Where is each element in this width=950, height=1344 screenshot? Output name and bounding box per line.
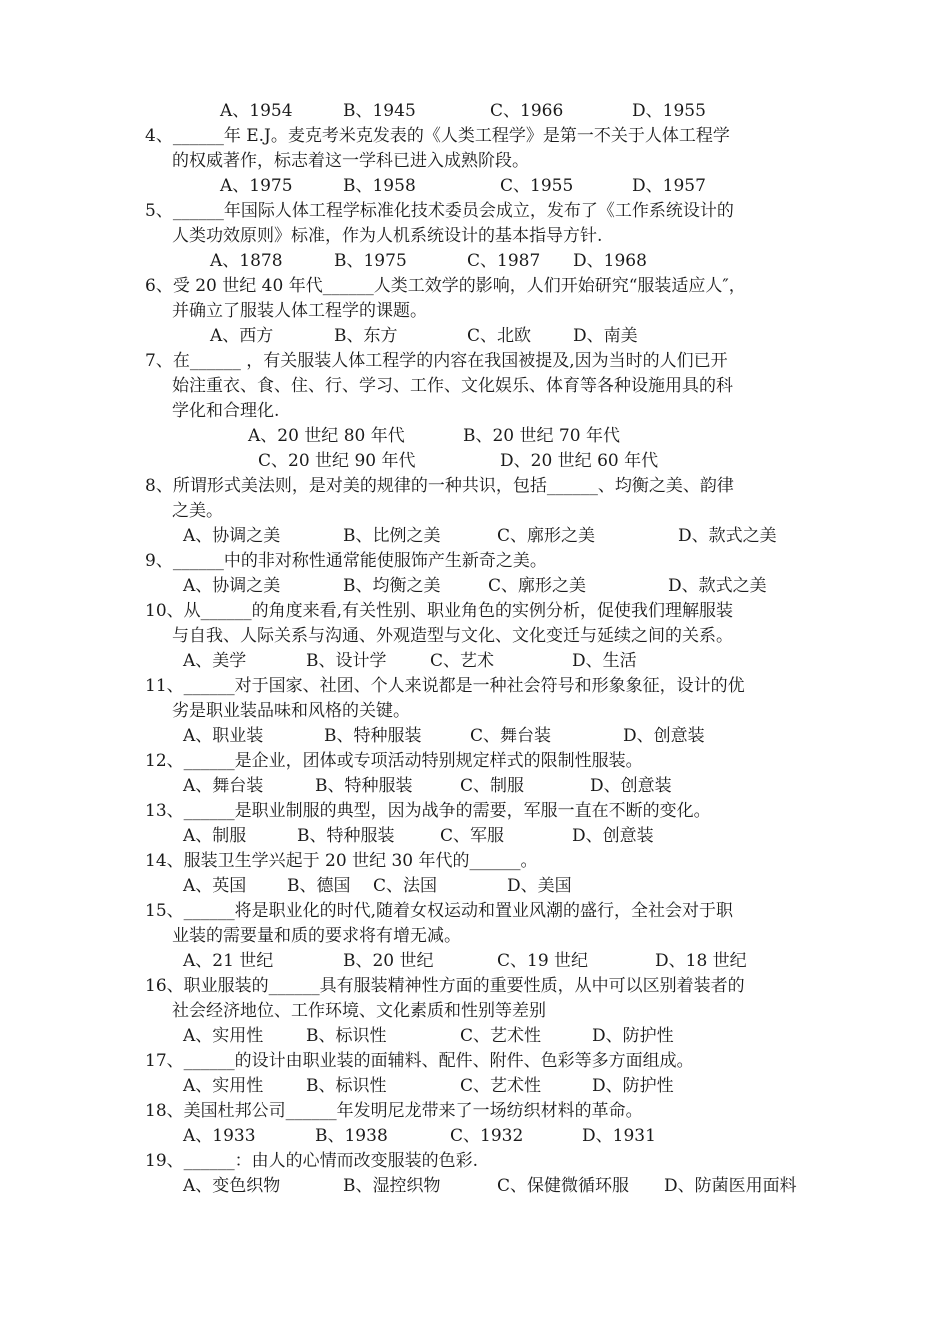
q4-text-line1: 4、______年 E.J。麦克考米克发表的《人类工程学》是第一不关于人体工程学 — [145, 126, 730, 146]
q9-option-b: B、均衡之美 — [343, 576, 441, 596]
q11-option-a: A、职业装 — [183, 726, 264, 746]
q18-text-line1: 18、美国杜邦公司______年发明尼龙带来了一场纺织材料的革命。 — [145, 1101, 643, 1121]
q6-option-b: B、东方 — [334, 326, 398, 346]
q15-option-d: D、18 世纪 — [655, 951, 747, 971]
q9-option-c: C、廓形之美 — [488, 576, 587, 596]
q6-option-a: A、西方 — [210, 326, 274, 346]
q7-text-line2: 始注重衣、食、住、行、学习、工作、文化娱乐、体育等各种设施用具的科 — [172, 376, 733, 396]
q10-text-line2: 与自我、人际关系与沟通、外观造型与文化、文化变迁与延续之间的关系。 — [172, 626, 733, 646]
q7-option-a: A、20 世纪 80 年代 — [248, 426, 405, 446]
q5-option-b: B、1975 — [334, 251, 407, 271]
q7-option-c: C、20 世纪 90 年代 — [258, 451, 416, 471]
q16-option-d: D、防护性 — [592, 1026, 674, 1046]
q10-option-c: C、艺术 — [430, 651, 495, 671]
q19-option-c: C、保健微循环服 — [497, 1176, 630, 1196]
q17-option-c: C、艺术性 — [460, 1076, 542, 1096]
q16-option-a: A、实用性 — [183, 1026, 264, 1046]
q14-option-b: B、德国 — [287, 876, 351, 896]
q3-option-a: A、1954 — [220, 101, 293, 121]
q6-option-c: C、北欧 — [467, 326, 532, 346]
q14-option-c: C、法国 — [373, 876, 438, 896]
q7-option-b: B、20 世纪 70 年代 — [463, 426, 620, 446]
q3-option-c: C、1966 — [490, 101, 564, 121]
q11-text-line1: 11、______对于国家、社团、个人来说都是一种社会符号和形象象征，设计的优 — [145, 676, 745, 696]
q14-option-d: D、美国 — [507, 876, 572, 896]
q5-option-a: A、1878 — [210, 251, 283, 271]
q8-text-line1: 8、所谓形式美法则，是对美的规律的一种共识，包括______、均衡之美、韵律 — [145, 476, 734, 496]
q4-option-a: A、1975 — [220, 176, 293, 196]
q15-option-b: B、20 世纪 — [343, 951, 434, 971]
q5-option-c: C、1987 — [467, 251, 541, 271]
q5-option-d: D、1968 — [573, 251, 647, 271]
q12-option-a: A、舞台装 — [183, 776, 264, 796]
q12-option-c: C、制服 — [460, 776, 525, 796]
q6-option-d: D、南美 — [573, 326, 638, 346]
q10-option-b: B、设计学 — [306, 651, 387, 671]
q9-option-a: A、协调之美 — [183, 576, 281, 596]
q7-text-line3: 学化和合理化. — [172, 401, 280, 421]
q19-option-b: B、湿控织物 — [343, 1176, 441, 1196]
q14-option-a: A、英国 — [183, 876, 247, 896]
q11-option-b: B、特种服装 — [324, 726, 422, 746]
q12-option-b: B、特种服装 — [315, 776, 413, 796]
q7-option-d: D、20 世纪 60 年代 — [500, 451, 659, 471]
q16-text-line1: 16、职业服装的______具有服装精神性方面的重要性质，从中可以区别着装者的 — [145, 976, 745, 996]
q9-option-d: D、款式之美 — [668, 576, 767, 596]
q11-option-d: D、创意装 — [623, 726, 705, 746]
q17-text-line1: 17、______的设计由职业装的面辅料、配件、附件、色彩等多方面组成。 — [145, 1051, 694, 1071]
q3-option-d: D、1955 — [632, 101, 706, 121]
q15-option-c: C、19 世纪 — [497, 951, 589, 971]
q18-option-b: B、1938 — [315, 1126, 388, 1146]
q13-option-c: C、军服 — [440, 826, 505, 846]
q4-option-b: B、1958 — [343, 176, 416, 196]
q6-text-line1: 6、受 20 世纪 40 年代______人类工效学的影响，人们开始研究“服装适应人″， — [145, 276, 746, 296]
q10-text-line1: 10、从______的角度来看,有关性别、职业角色的实例分析，促使我们理解服装 — [145, 601, 734, 621]
q12-option-d: D、创意装 — [590, 776, 672, 796]
q15-text-line2: 业装的需要量和质的要求将有增无减。 — [172, 926, 461, 946]
q8-option-d: D、款式之美 — [678, 526, 777, 546]
q19-option-a: A、变色织物 — [183, 1176, 281, 1196]
q8-text-line2: 之美。 — [172, 501, 223, 521]
q11-option-c: C、舞台装 — [470, 726, 552, 746]
q13-option-b: B、特种服装 — [297, 826, 395, 846]
q8-option-b: B、比例之美 — [343, 526, 441, 546]
q3-option-b: B、1945 — [343, 101, 416, 121]
q17-option-b: B、标识性 — [306, 1076, 387, 1096]
q18-option-a: A、1933 — [183, 1126, 256, 1146]
q5-text-line2: 人类功效原则》标准，作为人机系统设计的基本指导方针. — [172, 226, 603, 246]
q18-option-c: C、1932 — [450, 1126, 524, 1146]
q13-text-line1: 13、______是职业制服的典型，因为战争的需要，军服一直在不断的变化。 — [145, 801, 711, 821]
q5-text-line1: 5、______年国际人体工程学标准化技术委员会成立，发布了《工作系统设计的 — [145, 201, 734, 221]
q8-option-a: A、协调之美 — [183, 526, 281, 546]
q15-text-line1: 15、______将是职业化的时代,随着女权运动和置业风潮的盛行，全社会对于职 — [145, 901, 734, 921]
q18-option-d: D、1931 — [582, 1126, 656, 1146]
q7-text-line1: 7、在______ ，有关服装人体工程学的内容在我国被提及,因为当时的人们已开 — [145, 351, 728, 371]
q4-option-d: D、1957 — [632, 176, 706, 196]
q17-option-d: D、防护性 — [592, 1076, 674, 1096]
q9-text-line1: 9、______中的非对称性通常能使服饰产生新奇之美。 — [145, 551, 547, 571]
q4-text-line2: 的权威著作，标志着这一学科已进入成熟阶段。 — [172, 151, 529, 171]
q6-text-line2: 并确立了服装人体工程学的课题。 — [172, 301, 427, 321]
q19-text-line1: 19、______：由人的心情而改变服装的色彩. — [145, 1151, 479, 1171]
q19-option-d: D、防菌医用面料 — [664, 1176, 797, 1196]
q16-option-c: C、艺术性 — [460, 1026, 542, 1046]
q12-text-line1: 12、______是企业，团体或专项活动特别规定样式的限制性服装。 — [145, 751, 643, 771]
q16-option-b: B、标识性 — [306, 1026, 387, 1046]
q14-text-line1: 14、服装卫生学兴起于 20 世纪 30 年代的______。 — [145, 851, 538, 871]
q10-option-a: A、美学 — [183, 651, 247, 671]
q4-option-c: C、1955 — [500, 176, 574, 196]
q15-option-a: A、21 世纪 — [183, 951, 274, 971]
q10-option-d: D、生活 — [572, 651, 637, 671]
q13-option-a: A、制服 — [183, 826, 247, 846]
q8-option-c: C、廓形之美 — [497, 526, 596, 546]
q11-text-line2: 劣是职业装品味和风格的关键。 — [172, 701, 410, 721]
q16-text-line2: 社会经济地位、工作环境、文化素质和性别等差别 — [172, 1001, 546, 1021]
q13-option-d: D、创意装 — [572, 826, 654, 846]
q17-option-a: A、实用性 — [183, 1076, 264, 1096]
